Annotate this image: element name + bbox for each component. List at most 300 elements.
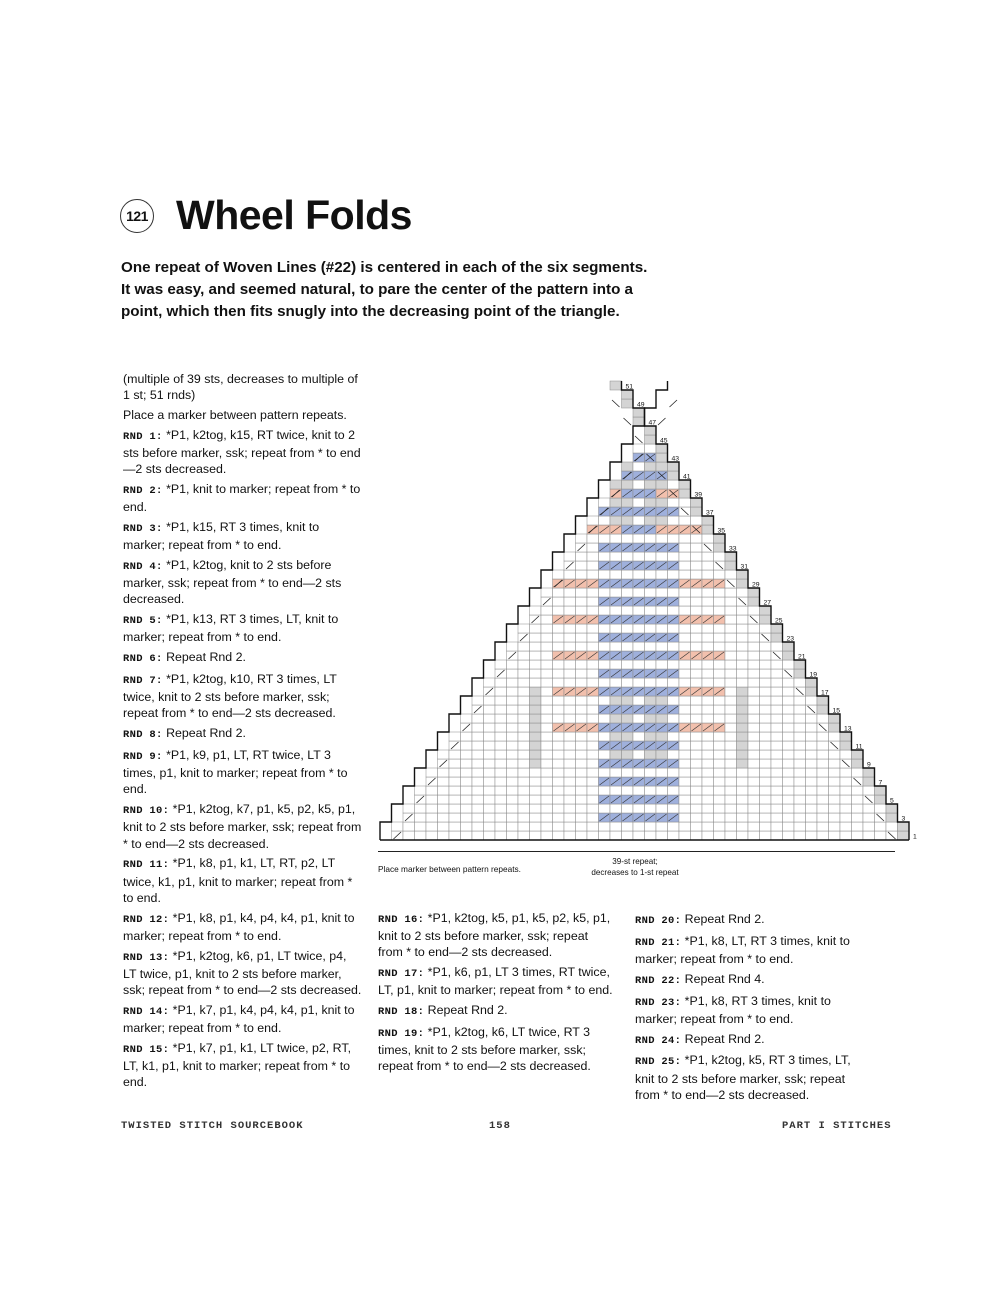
chart-cell xyxy=(495,723,507,732)
chart-cell xyxy=(760,696,772,705)
chart-cell xyxy=(518,804,530,813)
chart-cell xyxy=(599,831,611,840)
instruction-paragraph xyxy=(123,557,363,608)
purl-cell xyxy=(863,768,875,777)
chart-cell xyxy=(587,795,599,804)
chart-cell xyxy=(633,588,645,597)
chart-cell xyxy=(714,759,726,768)
chart-cell xyxy=(622,534,634,543)
purl-cell xyxy=(691,507,703,516)
chart-cell xyxy=(633,750,645,759)
row-number-label: 49 xyxy=(637,401,645,409)
instruction-text: *P1, k8, RT 3 times, knit to marker; repeat from * to end. xyxy=(635,993,831,1026)
instruction-paragraph xyxy=(123,855,363,906)
chart-cell xyxy=(794,696,806,705)
chart-cell xyxy=(840,813,852,822)
chart-cell xyxy=(599,768,611,777)
chart-cell xyxy=(645,588,657,597)
round-label: RND 13: xyxy=(123,951,170,964)
chart-cell xyxy=(599,696,611,705)
chart-cell xyxy=(610,822,622,831)
chart-cell xyxy=(737,714,749,723)
chart-cell xyxy=(541,831,553,840)
chart-cell xyxy=(714,660,726,669)
chart-cell xyxy=(656,831,668,840)
instruction-text: Repeat Rnd 2. xyxy=(166,726,246,741)
chart-cell xyxy=(553,606,565,615)
chart-cell xyxy=(587,516,599,525)
chart-cell xyxy=(530,633,542,642)
chart-cell xyxy=(760,795,772,804)
chart-cell xyxy=(610,804,622,813)
chart-cell xyxy=(518,714,530,723)
chart-cell xyxy=(507,705,519,714)
chart-cell xyxy=(679,777,691,786)
chart-cell xyxy=(771,759,783,768)
chart-cell xyxy=(817,732,829,741)
chart-cell xyxy=(495,768,507,777)
purl-cell xyxy=(633,417,645,426)
purl-cell xyxy=(633,408,645,417)
chart-cell xyxy=(507,660,519,669)
chart-cell xyxy=(783,822,795,831)
chart-cell xyxy=(737,705,749,714)
chart-cell xyxy=(737,651,749,660)
chart-cell xyxy=(668,732,680,741)
chart-cell xyxy=(794,813,806,822)
chart-cell xyxy=(530,795,542,804)
chart-cell xyxy=(415,822,427,831)
chart-cell xyxy=(587,696,599,705)
chart-cell xyxy=(622,516,634,525)
chart-cell xyxy=(553,678,565,687)
chart-cell xyxy=(817,795,829,804)
round-label: RND 10: xyxy=(123,805,170,818)
chart-cell xyxy=(553,597,565,606)
chart-cell xyxy=(656,642,668,651)
chart-cell xyxy=(714,588,726,597)
instruction-text: *P1, k2tog, k6, LT twice, RT 3 times, knit to 2 sts before marker, ssk; repeat from * to end—2 sts decreased. xyxy=(378,1025,591,1074)
purl-cell xyxy=(656,453,668,462)
chart-cell xyxy=(737,660,749,669)
chart-cell xyxy=(783,678,795,687)
chart-cell xyxy=(645,516,657,525)
purl-cell xyxy=(817,705,829,714)
chart-cell xyxy=(553,759,565,768)
chart-cell xyxy=(553,588,565,597)
row-number-label: 33 xyxy=(729,545,737,553)
chart-cell xyxy=(622,732,634,741)
chart-cell xyxy=(587,552,599,561)
chart-cell xyxy=(530,750,542,759)
chart-cell xyxy=(737,831,749,840)
chart-cell xyxy=(783,705,795,714)
row-number-label: 13 xyxy=(844,725,852,733)
chart-cell xyxy=(633,696,645,705)
chart-cell xyxy=(691,696,703,705)
purl-cell xyxy=(771,624,783,633)
chart-cell xyxy=(668,606,680,615)
chart-cell xyxy=(771,696,783,705)
chart-cell xyxy=(679,543,691,552)
chart-cell xyxy=(645,552,657,561)
chart-cell xyxy=(541,714,553,723)
chart-cell xyxy=(553,786,565,795)
chart-cell xyxy=(633,552,645,561)
chart-cell xyxy=(610,786,622,795)
ssk-mark xyxy=(624,418,632,425)
chart-cell xyxy=(829,777,841,786)
chart-cell xyxy=(760,777,772,786)
chart-cell xyxy=(484,732,496,741)
chart-cell xyxy=(656,480,668,489)
chart-cell xyxy=(806,822,818,831)
chart-cell xyxy=(610,696,622,705)
chart-cell xyxy=(564,759,576,768)
purl-cell xyxy=(702,525,714,534)
chart-cell xyxy=(438,768,450,777)
instruction-paragraph xyxy=(635,1052,870,1103)
instruction-paragraph xyxy=(123,910,363,944)
chart-cell xyxy=(725,804,737,813)
chart-cell xyxy=(518,660,530,669)
chart-cell xyxy=(461,786,473,795)
chart-cell xyxy=(564,804,576,813)
chart-cell xyxy=(679,741,691,750)
chart-cell xyxy=(748,786,760,795)
purl-cell xyxy=(679,480,691,489)
chart-cell xyxy=(599,660,611,669)
chart-cell xyxy=(794,786,806,795)
chart-cell xyxy=(817,750,829,759)
chart-cell xyxy=(691,786,703,795)
chart-cell xyxy=(737,813,749,822)
chart-cell xyxy=(564,660,576,669)
stitch-chart xyxy=(360,360,920,850)
chart-cell xyxy=(599,750,611,759)
chart-cell xyxy=(714,669,726,678)
chart-cell xyxy=(576,588,588,597)
chart-cell xyxy=(541,822,553,831)
chart-cell xyxy=(656,498,668,507)
chart-cell xyxy=(541,606,553,615)
chart-cell xyxy=(783,831,795,840)
chart-cell xyxy=(484,705,496,714)
chart-cell xyxy=(714,696,726,705)
row-number-label: 47 xyxy=(648,419,657,427)
purl-cell xyxy=(656,444,668,453)
chart-cell xyxy=(679,597,691,606)
chart-cell xyxy=(564,642,576,651)
chart-cell xyxy=(794,741,806,750)
chart-cell xyxy=(679,498,691,507)
chart-cell xyxy=(576,750,588,759)
chart-cell xyxy=(610,516,622,525)
chart-cell xyxy=(760,741,772,750)
chart-cell xyxy=(737,678,749,687)
chart-cell xyxy=(449,804,461,813)
chart-cell xyxy=(426,813,438,822)
chart-cell xyxy=(518,687,530,696)
chart-cell xyxy=(668,642,680,651)
instruction-paragraph xyxy=(378,1002,615,1020)
chart-cell xyxy=(553,714,565,723)
instruction-text: *P1, k2tog, knit to 2 sts before marker, ssk; repeat from * to end—2 sts decreased. xyxy=(123,558,342,607)
chart-cell xyxy=(461,777,473,786)
chart-cell xyxy=(794,768,806,777)
chart-cell xyxy=(518,624,530,633)
chart-cell xyxy=(771,750,783,759)
chart-cell xyxy=(702,786,714,795)
chart-cell xyxy=(840,795,852,804)
purl-cell xyxy=(794,669,806,678)
chart-cell xyxy=(553,696,565,705)
chart-cell xyxy=(553,660,565,669)
chart-cell xyxy=(725,687,737,696)
chart-cell xyxy=(518,795,530,804)
chart-cell xyxy=(587,642,599,651)
chart-cell xyxy=(725,705,737,714)
chart-cell xyxy=(679,714,691,723)
chart-cell xyxy=(702,732,714,741)
chart-cell xyxy=(438,804,450,813)
chart-cell xyxy=(587,597,599,606)
chart-cell xyxy=(668,570,680,579)
chart-cell xyxy=(852,822,864,831)
chart-cell xyxy=(495,741,507,750)
chart-cell xyxy=(587,822,599,831)
chart-cell xyxy=(472,741,484,750)
chart-cell xyxy=(645,480,657,489)
chart-cell xyxy=(599,588,611,597)
chart-cell xyxy=(714,633,726,642)
chart-cell xyxy=(576,777,588,786)
purl-cell xyxy=(840,741,852,750)
purl-cell xyxy=(725,561,737,570)
chart-cell xyxy=(599,606,611,615)
chart-cell xyxy=(472,795,484,804)
chart-cell xyxy=(702,813,714,822)
chart-cell xyxy=(714,705,726,714)
chart-cell xyxy=(541,651,553,660)
chart-cell xyxy=(748,705,760,714)
chart-cell xyxy=(645,831,657,840)
chart-cell xyxy=(794,750,806,759)
round-label: RND 2: xyxy=(123,485,163,497)
chart-cell xyxy=(702,624,714,633)
chart-cell xyxy=(541,696,553,705)
chart-cell xyxy=(518,642,530,651)
chart-cell xyxy=(599,678,611,687)
chart-cell xyxy=(622,642,634,651)
chart-cell xyxy=(771,687,783,696)
chart-cell xyxy=(748,831,760,840)
chart-cell xyxy=(829,822,841,831)
chart-cell xyxy=(668,750,680,759)
chart-cell xyxy=(725,597,737,606)
chart-cell xyxy=(702,750,714,759)
purl-cell xyxy=(668,471,680,480)
chart-cell xyxy=(691,624,703,633)
chart-cell xyxy=(714,750,726,759)
chart-cell xyxy=(507,831,519,840)
chart-cell xyxy=(771,660,783,669)
chart-cell xyxy=(576,732,588,741)
purl-cell xyxy=(886,813,898,822)
chart-cell xyxy=(587,678,599,687)
chart-cell xyxy=(541,624,553,633)
chart-cell xyxy=(587,669,599,678)
chart-cell xyxy=(760,813,772,822)
chart-cell xyxy=(472,831,484,840)
chart-cell xyxy=(495,714,507,723)
chart-cell xyxy=(576,561,588,570)
instruction-paragraph xyxy=(635,993,870,1027)
row-number-label: 23 xyxy=(786,635,795,643)
chart-cell xyxy=(645,678,657,687)
chart-cell xyxy=(691,768,703,777)
chart-cell xyxy=(817,813,829,822)
chart-cell xyxy=(530,669,542,678)
purl-cell xyxy=(622,390,634,399)
chart-cell xyxy=(714,597,726,606)
purl-cell xyxy=(875,795,887,804)
chart-cell xyxy=(691,543,703,552)
chart-cell xyxy=(656,714,668,723)
instruction-paragraph xyxy=(123,519,363,553)
chart-cell xyxy=(610,831,622,840)
chart-cell xyxy=(760,705,772,714)
repeat-bracket-line xyxy=(378,851,895,852)
chart-cell xyxy=(541,705,553,714)
purl-cell xyxy=(806,687,818,696)
chart-cell xyxy=(610,552,622,561)
chart-cell xyxy=(771,768,783,777)
row-number-label: 41 xyxy=(683,473,691,481)
chart-cell xyxy=(702,831,714,840)
chart-cell xyxy=(449,795,461,804)
chart-cell xyxy=(622,498,634,507)
chart-cell xyxy=(564,795,576,804)
chart-cell xyxy=(541,633,553,642)
chart-cell xyxy=(495,678,507,687)
chart-cell xyxy=(610,768,622,777)
instruction-paragraph xyxy=(378,910,615,961)
chart-cell xyxy=(817,777,829,786)
instruction-text: *P1, k15, RT 3 times, knit to marker; repeat from * to end. xyxy=(123,520,320,553)
chart-cell xyxy=(461,804,473,813)
chart-cell xyxy=(737,804,749,813)
chart-cell xyxy=(553,777,565,786)
round-label: RND 23: xyxy=(635,996,682,1009)
chart-cell xyxy=(587,633,599,642)
chart-cell xyxy=(633,822,645,831)
purl-cell xyxy=(748,597,760,606)
instruction-paragraph xyxy=(123,1002,363,1036)
chart-cell xyxy=(725,660,737,669)
instruction-text: *P1, k7, p1, k4, p4, k4, p1, knit to marker; repeat from * to end. xyxy=(123,1002,355,1036)
chart-cell xyxy=(553,804,565,813)
purl-cell xyxy=(760,615,772,624)
round-label: RND 4: xyxy=(123,561,163,573)
chart-cell xyxy=(541,669,553,678)
chart-cell xyxy=(679,678,691,687)
chart-cell xyxy=(783,687,795,696)
instruction-paragraph xyxy=(635,911,870,929)
row-number-label: 37 xyxy=(706,509,714,517)
chart-cell xyxy=(679,606,691,615)
chart-cell xyxy=(679,831,691,840)
chart-cell xyxy=(725,813,737,822)
chart-cell xyxy=(748,642,760,651)
chart-cell xyxy=(484,831,496,840)
chart-cell xyxy=(668,480,680,489)
chart-cell xyxy=(461,795,473,804)
chart-cell xyxy=(737,795,749,804)
chart-cell xyxy=(507,678,519,687)
chart-cell xyxy=(725,741,737,750)
chart-note-marker: Place marker between pattern repeats. xyxy=(378,864,521,874)
chart-cell xyxy=(530,813,542,822)
chart-cell xyxy=(725,723,737,732)
chart-cell xyxy=(599,570,611,579)
chart-cell xyxy=(702,795,714,804)
chart-cell xyxy=(576,552,588,561)
instruction-text: *P1, k9, p1, LT, RT twice, LT 3 times, p1, knit to marker; repeat from * to end. xyxy=(123,748,348,797)
chart-cell xyxy=(495,822,507,831)
chart-cell xyxy=(702,561,714,570)
chart-cell xyxy=(725,633,737,642)
chart-cell xyxy=(610,750,622,759)
row-number-label: 31 xyxy=(740,563,749,571)
chart-cell xyxy=(771,786,783,795)
instruction-text: Repeat Rnd 2. xyxy=(427,1003,508,1018)
chart-cell xyxy=(702,777,714,786)
instruction-text: *P1, k7, p1, k1, LT twice, p2, RT, LT, k1, p1, knit to marker; repeat from * to end. xyxy=(123,1040,352,1090)
chart-cell xyxy=(553,795,565,804)
chart-cell xyxy=(725,777,737,786)
chart-cell xyxy=(587,777,599,786)
chart-cell xyxy=(541,615,553,624)
instructions-column-1 xyxy=(123,371,363,1094)
chart-cell xyxy=(438,795,450,804)
chart-cell xyxy=(530,606,542,615)
chart-cell xyxy=(656,696,668,705)
chart-cell xyxy=(553,750,565,759)
chart-cell xyxy=(518,768,530,777)
chart-cell xyxy=(702,606,714,615)
chart-cell xyxy=(806,714,818,723)
chart-cell xyxy=(840,831,852,840)
chart-cell xyxy=(530,678,542,687)
chart-cell xyxy=(737,786,749,795)
chart-cell xyxy=(783,750,795,759)
chart-cell xyxy=(610,642,622,651)
chart-cell xyxy=(783,759,795,768)
chart-cell xyxy=(541,642,553,651)
chart-cell xyxy=(748,723,760,732)
chart-cell xyxy=(507,687,519,696)
chart-cell xyxy=(495,660,507,669)
chart-cell xyxy=(691,516,703,525)
chart-cell xyxy=(794,678,806,687)
chart-cell xyxy=(438,786,450,795)
footer-page-number: 158 xyxy=(489,1120,511,1132)
chart-cell xyxy=(702,696,714,705)
chart-cell xyxy=(840,822,852,831)
chart-cell xyxy=(461,750,473,759)
round-label: RND 17: xyxy=(378,968,425,981)
